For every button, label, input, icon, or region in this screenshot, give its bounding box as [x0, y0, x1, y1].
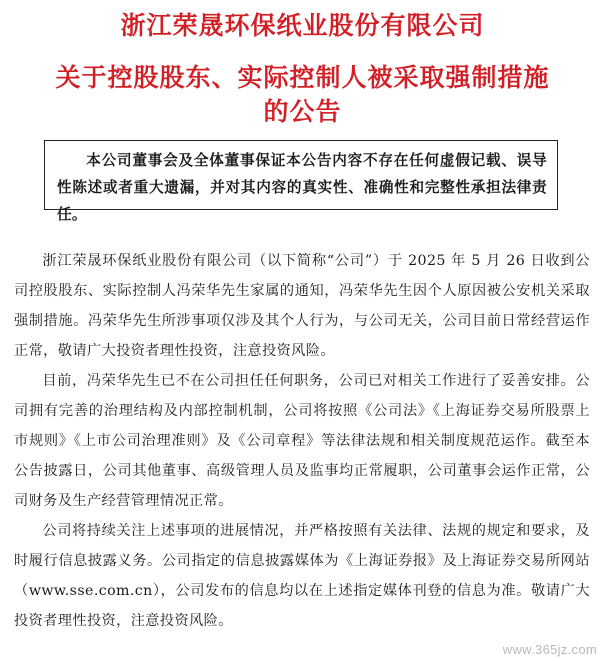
board-guarantee-notice: 本公司董事会及全体董事保证本公告内容不存在任何虚假记载、误导性陈述或者重大遗漏，并对其内容的真实性、准确性和完整性承担法律责任。	[44, 140, 558, 210]
body-paragraph-2: 目前，冯荣华先生已不在公司担任任何职务，公司已对相关工作进行了妥善安排。公司拥有完善的治理结构及内部控制机制，公司将按照《公司法》《上海证券交易所股票上市规则》《上市公司治理准则》及《公司章程》等法律法规和相关制度规范运作。截至本公告披露日，公司其他董事、高级管理人员及监事均正常履职，公司董事会运作正常，公司财务及生产经营管理情况正常。	[14, 373, 590, 509]
site-watermark: www.365jz.com	[502, 642, 597, 657]
company-name-title: 浙江荣晟环保纸业股份有限公司	[120, 11, 485, 40]
body-paragraph-1: 浙江荣晟环保纸业股份有限公司（以下简称“公司”）于 2025 年 5 月 26 日收到公司控股股东、实际控制人冯荣华先生家属的通知，冯荣华先生因个人原因被公安机关采取强制措施。冯荣华先生所涉事项仅涉及其个人行为，与公司无关，公司目前日常经营运作正常，敬请广大投资者理性投资，注意投资风险。	[14, 253, 590, 359]
body-paragraph-3: 公司将持续关注上述事项的进展情况，并严格按照有关法律、法规的规定和要求，及时履行信息披露义务。公司指定的信息披露媒体为《上海证券报》及上海证券交易所网站（www.sse.com.cn），公司发布的信息均以在上述指定媒体刊登的信息为准。敬请广大投资者理性投资，注意投资风险。	[14, 523, 590, 629]
announcement-title-line1: 关于控股股东、实际控制人被采取强制措施	[55, 63, 550, 92]
announcement-title-line2: 的公告	[263, 97, 342, 126]
announcement-body	[14, 246, 590, 636]
